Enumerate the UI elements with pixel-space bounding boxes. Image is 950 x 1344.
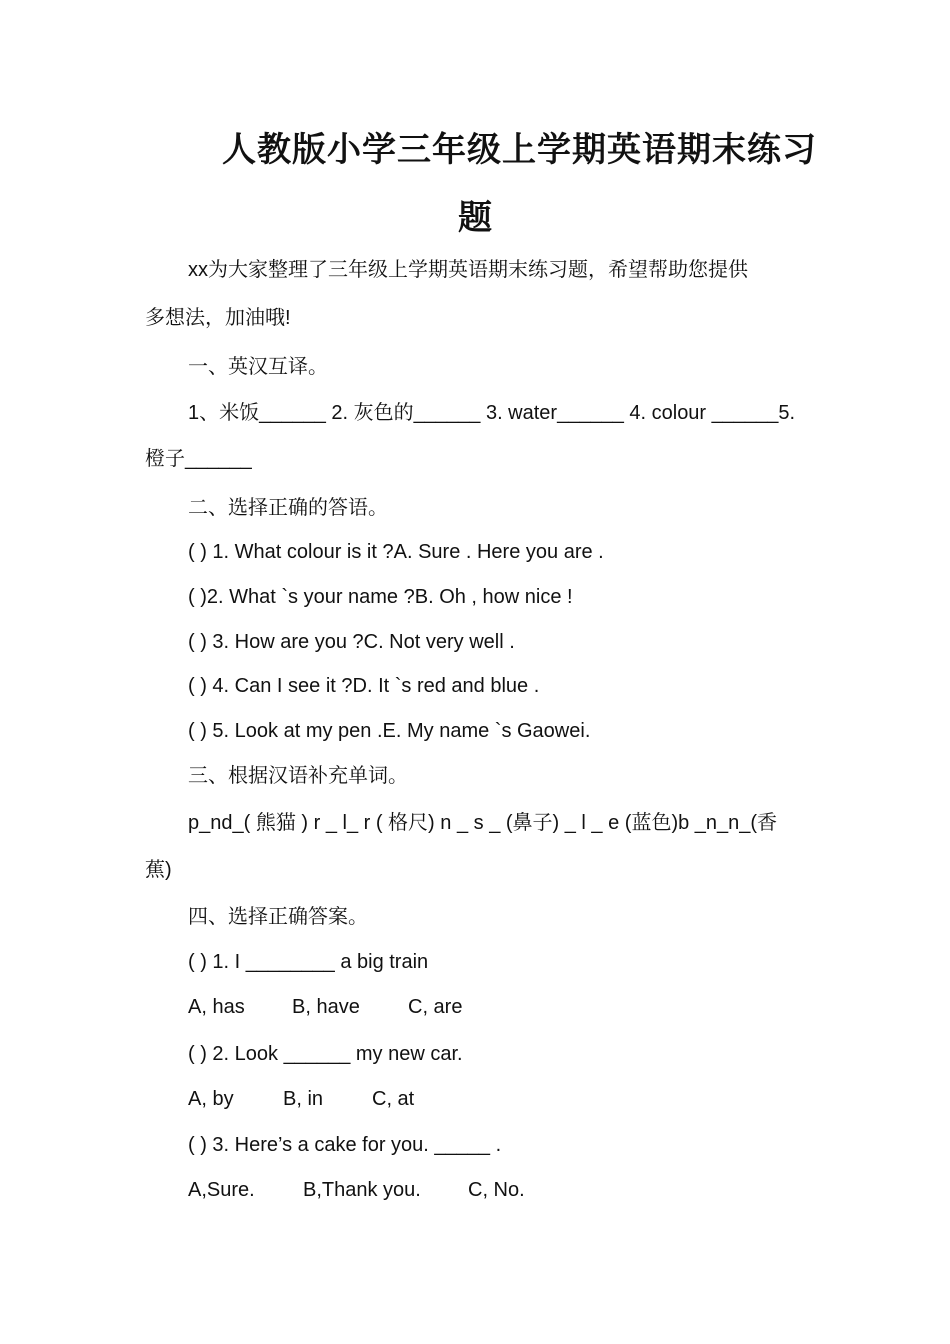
section4-question-3-options [188, 1178, 525, 1202]
section3-line-2: 蕉) [145, 859, 172, 881]
section2-item: ( ) 4. Can I see it ?D. It `s red and blue . [188, 675, 540, 697]
option-a: A,Sure. [188, 1179, 255, 1201]
option-c: C, No. [468, 1179, 525, 1201]
section4-question-1: ( ) 1. I ________ a big train [188, 951, 429, 973]
option-a: A, has [188, 996, 245, 1018]
section4-question-2: ( ) 2. Look ______ my new car. [188, 1043, 463, 1065]
document-title-line-1: 人教版小学三年级上学期英语期末练习 [222, 130, 817, 170]
option-b: B, have [292, 996, 360, 1018]
section2-heading: 二、选择正确的答语。 [188, 497, 388, 519]
section3-line-1: p_nd_( 熊猫 ) r _ l_ r ( 格尺) n _ s _ (鼻子) _ l _ e (蓝色)b _n_n_(香 [188, 812, 778, 834]
option-b: B,Thank you. [303, 1179, 421, 1201]
section2-item: ( ) 3. How are you ?C. Not very well . [188, 631, 515, 653]
section4-question-2-options [188, 1087, 414, 1111]
section4-heading: 四、选择正确答案。 [188, 906, 368, 928]
intro-line-2: 多想法，加油哦! [145, 307, 291, 329]
option-c: C, are [408, 996, 463, 1018]
option-c: C, at [372, 1088, 415, 1110]
section4-question-1-options [188, 995, 462, 1019]
section2-item: ( ) 1. What colour is it ?A. Sure . Here you are . [188, 541, 604, 563]
option-b: B, in [283, 1088, 324, 1110]
section1-line-1: 1、米饭______ 2. 灰色的______ 3. water______ 4. colour ______5. [188, 402, 796, 424]
document-title-line-2: 题 [458, 198, 493, 238]
section1-heading: 一、英汉互译。 [188, 356, 328, 378]
section1-line-2: 橙子______ [145, 448, 252, 470]
option-a: A, by [188, 1088, 234, 1110]
section3-heading: 三、根据汉语补充单词。 [188, 765, 408, 787]
intro-line-1: xx为大家整理了三年级上学期英语期末练习题，希望帮助您提供 [188, 259, 748, 281]
section2-item: ( ) 5. Look at my pen .E. My name `s Gaowei. [188, 720, 591, 742]
section4-question-3: ( ) 3. Here’s a cake for you. _____ . [188, 1134, 502, 1156]
section2-item: ( )2. What `s your name ?B. Oh , how nice ! [188, 586, 573, 608]
